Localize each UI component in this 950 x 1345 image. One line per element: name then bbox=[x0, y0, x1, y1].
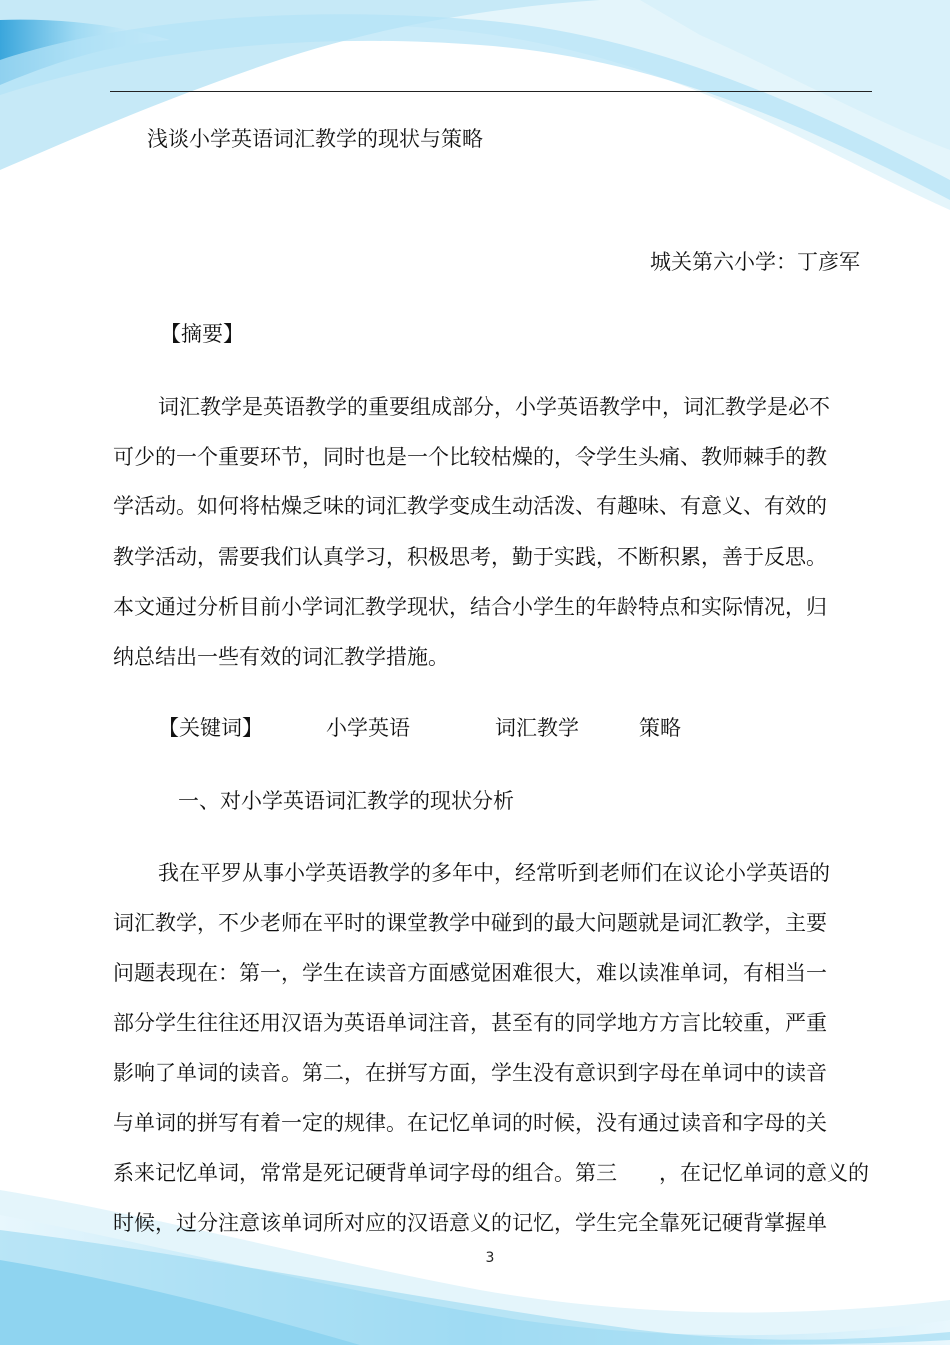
body-line: 影响了单词的读音。第二，在拼写方面，学生没有意识到字母在单词中的读音 bbox=[113, 1061, 827, 1085]
keyword: 词汇教学 bbox=[495, 716, 579, 740]
author-line: 城关第六小学：丁彦军 bbox=[650, 250, 860, 274]
abstract-line: 词汇教学是英语教学的重要组成部分，小学英语教学中，词汇教学是必不 bbox=[158, 395, 830, 419]
keyword: 策略 bbox=[639, 716, 681, 740]
body-line: 与单词的拼写有着一定的规律。在记忆单词的时候，没有通过读音和字母的关 bbox=[113, 1111, 827, 1135]
keyword: 小学英语 bbox=[326, 716, 410, 740]
abstract-line: 教学活动，需要我们认真学习，积极思考，勤于实践，不断积累，善于反思。 bbox=[113, 545, 827, 569]
body-line: 问题表现在：第一，学生在读音方面感觉困难很大，难以读准单词，有相当一 bbox=[113, 961, 827, 985]
abstract-line: 可少的一个重要环节，同时也是一个比较枯燥的，令学生头痛、教师棘手的教 bbox=[113, 445, 827, 469]
page-number: 3 bbox=[485, 1250, 495, 1266]
section-heading: 一、对小学英语词汇教学的现状分析 bbox=[178, 789, 514, 813]
abstract-heading: 【摘要】 bbox=[160, 322, 244, 346]
abstract-line: 学活动。如何将枯燥乏味的词汇教学变成生动活泼、有趣味、有意义、有效的 bbox=[113, 494, 827, 518]
document-title: 浅谈小学英语词汇教学的现状与策略 bbox=[147, 127, 483, 151]
keywords-label: 【关键词】 bbox=[158, 716, 263, 740]
body-line: 系来记忆单词，常常是死记硬背单词字母的组合。第三 ，在记忆单词的意义的 bbox=[113, 1161, 869, 1185]
body-line: 时候，过分注意该单词所对应的汉语意义的记忆，学生完全靠死记硬背掌握单 bbox=[113, 1211, 827, 1235]
abstract-line: 纳总结出一些有效的词汇教学措施。 bbox=[113, 645, 449, 669]
body-line: 部分学生往往还用汉语为英语单词注音，甚至有的同学地方方言比较重，严重 bbox=[113, 1011, 827, 1035]
body-line: 我在平罗从事小学英语教学的多年中，经常听到老师们在议论小学英语的 bbox=[158, 861, 830, 885]
body-line: 词汇教学，不少老师在平时的课堂教学中碰到的最大问题就是词汇教学，主要 bbox=[113, 911, 827, 935]
header-rule bbox=[110, 91, 872, 92]
abstract-line: 本文通过分析目前小学词汇教学现状，结合小学生的年龄特点和实际情况，归 bbox=[113, 595, 827, 619]
